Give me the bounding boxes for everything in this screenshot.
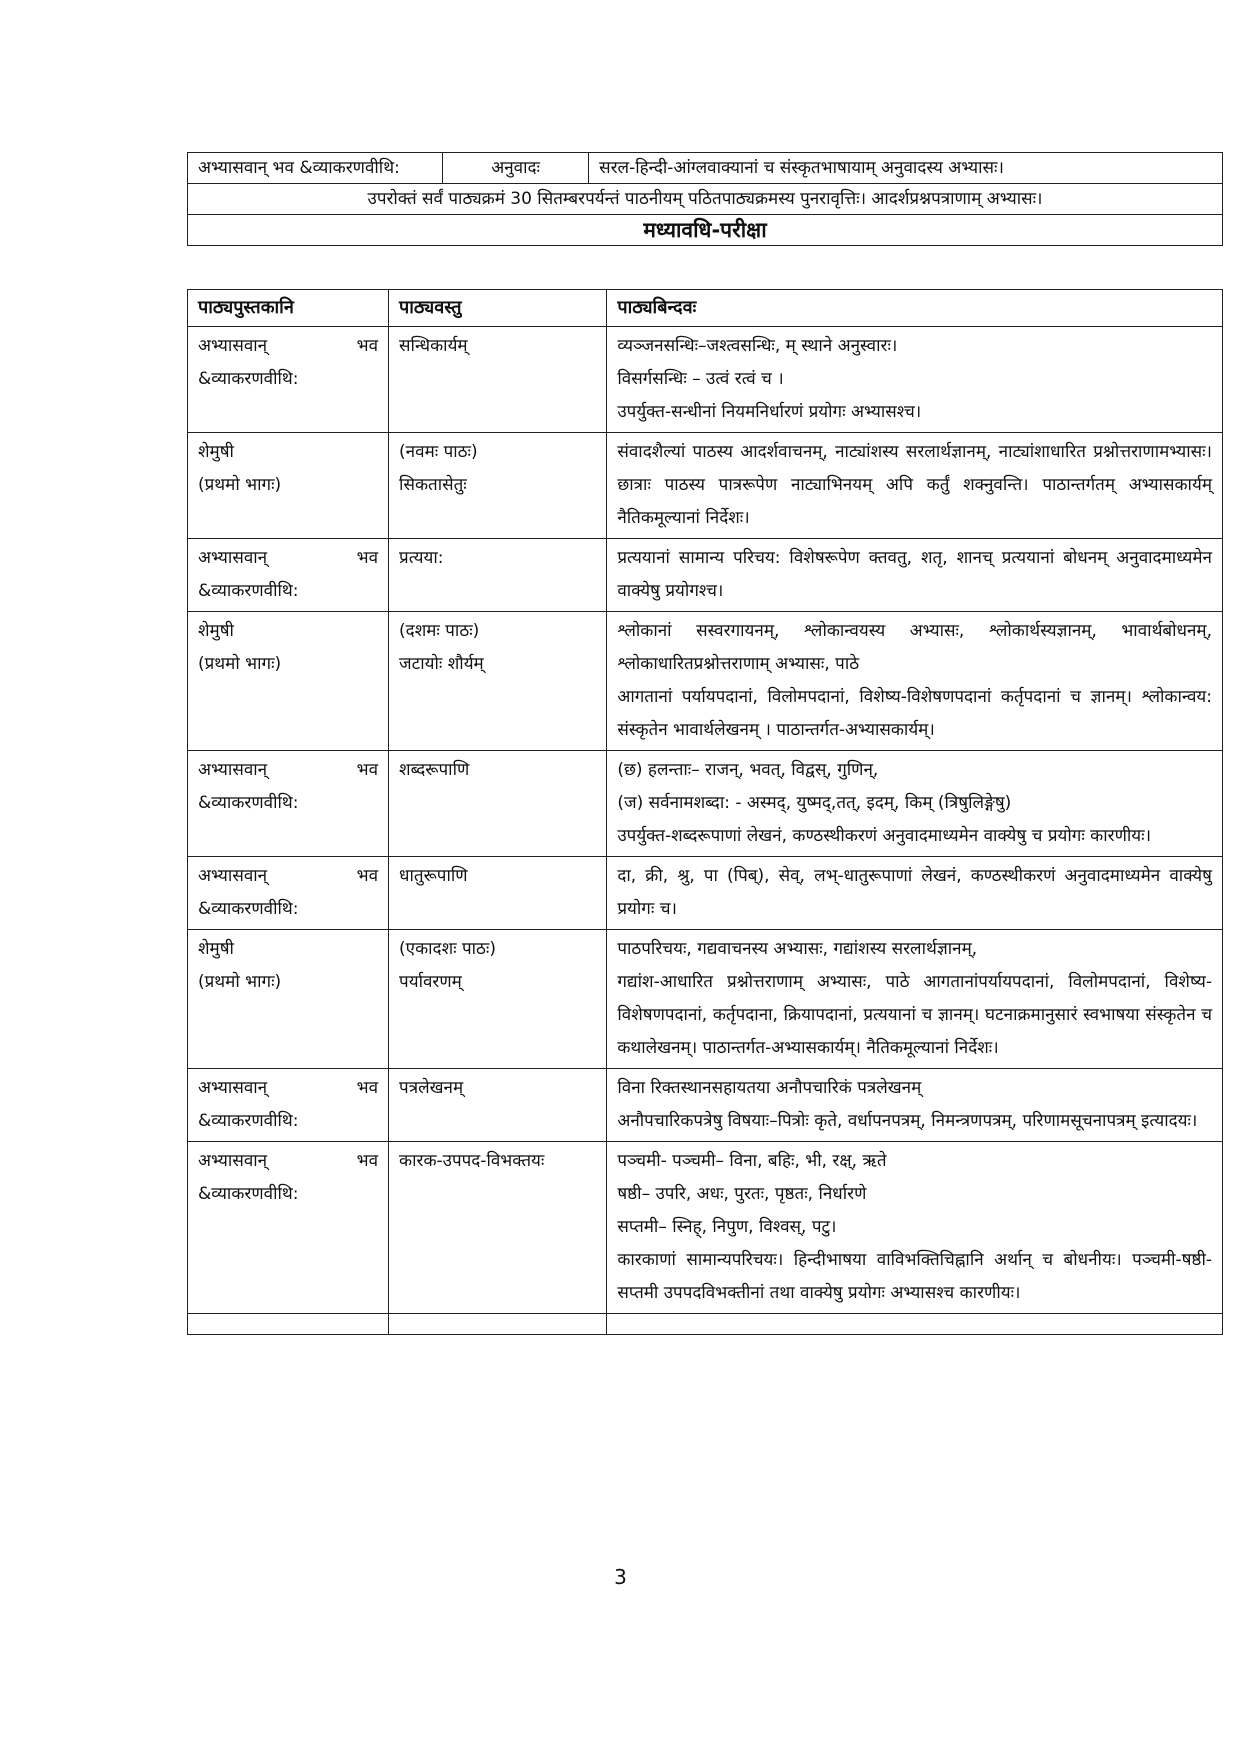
book-title-line <box>198 1072 378 1105</box>
book-cell <box>188 751 389 857</box>
table-row <box>188 751 1223 857</box>
point-line: पाठपरिचयः, गद्यवाचनस्य अभ्यासः, गद्यांशस्य सरलार्थज्ञानम्, <box>617 939 978 959</box>
topic-cell <box>389 857 607 930</box>
syllabus-table <box>187 289 1223 1335</box>
points-cell <box>607 1142 1223 1314</box>
point-line: प्रत्ययानां सामान्य परिचय: विशेषरूपेण क्तवतु, शतृ, शानच् प्रत्ययानां बोधनम् अनुवादमाध्यमेन वाक्येषु प्रयोगश्च। <box>617 548 1212 601</box>
book-title-line <box>198 615 378 648</box>
empty-cell <box>188 1314 389 1335</box>
book-subtitle: (प्रथमो भागः) <box>198 475 282 495</box>
point-line: उपर्युक्त-शब्दरूपाणां लेखनं, कण्ठस्थीकरणं अनुवादमाध्यमेन वाक्येषु च प्रयोगः कारणीयः। <box>617 826 1152 846</box>
book-title-line <box>198 330 378 363</box>
book-title-suffix: भव <box>356 866 379 886</box>
point-line: पञ्चमी- पञ्चमी– विना, बहिः, भी, रक्ष्, ऋते <box>617 1151 887 1171</box>
topic-cell <box>389 1069 607 1142</box>
topic-line: धातुरूपाणि <box>399 866 468 886</box>
schedule-top-table <box>187 152 1223 246</box>
table-row <box>188 612 1223 751</box>
book-cell <box>188 433 389 539</box>
book-cell <box>188 1069 389 1142</box>
point-line: अनौपचारिकपत्रेषु विषयाः–पित्रोः कृते, वर्धापनपत्रम्, निमन्त्रणपत्रम्, परिणामसूचनापत्रम् इत्यादयः। <box>617 1111 1198 1131</box>
point-line: आगतानां पर्यायपदानां, विलोमपदानां, विशेष्य-विशेषणपदानां कर्तृपदानां च ज्ञानम्। श्लोकान्वय: संस्कृतेन भावार्थलेखनम् । पाठान्तर्गत-अभ्यासकार्यम्। <box>617 687 1212 740</box>
points-cell <box>607 1069 1223 1142</box>
book-subtitle: &व्याकरणवीथि: <box>198 581 299 601</box>
book-title: अभ्यासवान् <box>198 866 268 886</box>
table-row <box>188 857 1223 930</box>
table-row <box>188 1142 1223 1314</box>
book-title: अभ्यासवान् <box>198 336 268 356</box>
topic-line: सिकतासेतुः <box>399 475 467 495</box>
point-line: (ज) सर्वनामशब्दा: - अस्मद्, युष्मद्,तत्, इदम्, किम् (त्रिषुलिङ्गेषु) <box>617 793 1012 813</box>
topic-line: प्रत्यया: <box>399 548 444 568</box>
book-subtitle: (प्रथमो भागः) <box>198 972 282 992</box>
topic-cell <box>389 751 607 857</box>
topic-cell <box>389 327 607 433</box>
midterm-exam-heading: मध्यावधि-परीक्षा <box>188 215 1223 246</box>
table-row <box>188 327 1223 433</box>
topic-cell <box>389 539 607 612</box>
topic-cell <box>389 433 607 539</box>
points-cell <box>607 751 1223 857</box>
topic-line: पर्यावरणम् <box>399 972 462 992</box>
topic-line: कारक-उपपद-विभक्तयः <box>399 1151 545 1171</box>
book-cell: अभ्यासवान् भव &व्याकरणवीथि: <box>188 153 443 184</box>
book-title: शेमुषी <box>198 939 234 959</box>
point-line: व्यञ्जनसन्धिः–जश्त्वसन्धिः, म् स्थाने अनुस्वारः। <box>617 336 898 356</box>
book-title-line <box>198 933 378 966</box>
topic-line: सन्धिकार्यम् <box>399 336 468 356</box>
point-line: विना रिक्तस्थानसहायतया अनौपचारिकं पत्रलेखनम् <box>617 1078 922 1098</box>
topic-line: शब्दरूपाणि <box>399 760 470 780</box>
book-cell <box>188 539 389 612</box>
point-line: विसर्गसन्धिः – उत्वं रत्वं च । <box>617 369 784 389</box>
point-line: दा, क्री, श्रु, पा (पिब्), सेव्, लभ्-धातुरूपाणां लेखनं, कण्ठस्थीकरणं अनुवादमाध्यमेन वाक्येषु प्रयोगः च। <box>617 866 1212 919</box>
book-title-line <box>198 1145 378 1178</box>
book-subtitle: &व्याकरणवीथि: <box>198 899 299 919</box>
point-line: उपर्युक्त-सन्धीनां नियमनिर्धारणं प्रयोगः अभ्यासश्च। <box>617 402 922 422</box>
book-subtitle: (प्रथमो भागः) <box>198 654 282 674</box>
table-row <box>188 539 1223 612</box>
table-header-row <box>188 290 1223 327</box>
book-title-line <box>198 754 378 787</box>
book-title-suffix: भव <box>356 760 379 780</box>
points-cell <box>607 433 1223 539</box>
point-line: कारकाणां सामान्यपरिचयः। हिन्दीभाषया वाविभक्तिचिह्नानि अर्थान् च बोधनीयः। पञ्चमी-षष्ठी-सप्तमी उपपदविभक्तीनां तथा वाक्येषु प्रयोगः अभ्यासश्च कारणीयः। <box>617 1250 1212 1303</box>
book-cell <box>188 327 389 433</box>
topic-line: (नवमः पाठः) <box>399 442 478 462</box>
point-line: (छ) हलन्ताः– राजन्, भवत्, विद्वस्, गुणिन्, <box>617 760 879 780</box>
book-title-line <box>198 542 378 575</box>
topic-line: जटायोः शौर्यम् <box>399 654 484 674</box>
points-cell <box>607 930 1223 1069</box>
point-line: षष्ठी– उपरि, अधः, पुरतः, पृष्ठतः, निर्धारणे <box>617 1184 867 1204</box>
points-cell <box>607 857 1223 930</box>
topic-line: (दशमः पाठः) <box>399 621 480 641</box>
column-header-books: पाठ्यपुस्तकानि <box>188 290 389 327</box>
table-row <box>188 1069 1223 1142</box>
point-line: गद्यांश-आधारित प्रश्नोत्तराणाम् अभ्यासः, पाठे आगतानांपर्यायपदानां, विलोमपदानां, विशेष्य-विशेषणपदानां, कर्तृपदाना, क्रियापदानां, प्रत्ययानां च ज्ञानम्। घटनाक्रमानुसारं स्वभाषया संस्कृतेन च कथालेखनम्। पाठान्तर्गत-अभ्यासकार्यम्। नैतिकमूल्यानां निर्देशः। <box>617 972 1212 1058</box>
book-title-line <box>198 860 378 893</box>
book-title-line <box>198 436 378 469</box>
topic-cell <box>389 930 607 1069</box>
point-line: श्लोकानां सस्वरगायनम्, श्लोकान्वयस्य अभ्यासः, श्लोकार्थस्यज्ञानम्, भावार्थबोधनम्, श्लोकाधारितप्रश्नोत्तराणाम् अभ्यासः, पाठे <box>617 621 1212 674</box>
topic-line: (एकादशः पाठः) <box>399 939 496 959</box>
book-subtitle: &व्याकरणवीथि: <box>198 793 299 813</box>
book-subtitle: &व्याकरणवीथि: <box>198 369 299 389</box>
book-title: अभ्यासवान् <box>198 1078 268 1098</box>
book-title-suffix: भव <box>356 548 379 568</box>
empty-cell <box>607 1314 1223 1335</box>
topic-line: पत्रलेखनम् <box>399 1078 464 1098</box>
revision-note: उपरोक्तं सर्वं पाठ्यक्रमं 30 सितम्बरपर्यन्तं पाठनीयम् पठितपाठ्यक्रमस्य पुनरावृत्तिः। आदर्शप्रश्नपत्राणाम् अभ्यासः। <box>188 184 1223 215</box>
point-line: सप्तमी– स्निह्, निपुण, विश्वस्, पटु। <box>617 1217 837 1237</box>
book-cell <box>188 612 389 751</box>
book-title-suffix: भव <box>356 1151 379 1171</box>
book-cell <box>188 930 389 1069</box>
points-cell <box>607 327 1223 433</box>
table-row <box>188 433 1223 539</box>
book-title-suffix: भव <box>356 336 379 356</box>
table-row <box>188 153 1223 184</box>
column-header-points: पाठ्यबिन्दवः <box>607 290 1223 327</box>
book-cell <box>188 857 389 930</box>
table-row <box>188 184 1223 215</box>
book-subtitle: &व्याकरणवीथि: <box>198 1184 299 1204</box>
column-header-content: पाठ्यवस्तु <box>389 290 607 327</box>
point-line: संवादशैल्यां पाठस्य आदर्शवाचनम्, नाट्यांशस्य सरलार्थज्ञानम्, नाट्यांशाधारित प्रश्नोत्तराणामभ्यासः। छात्राः पाठस्य पात्ररूपेण नाट्याभिनयम् अपि कर्तुं शक्नुवन्ति। पाठान्तर्गतम् अभ्यासकार्यम् नैतिकमूल्यानां निर्देशः। <box>617 442 1212 528</box>
table-row-empty <box>188 1314 1223 1335</box>
topic-cell: अनुवादः <box>443 153 589 184</box>
topic-cell <box>389 612 607 751</box>
page-number: 3 <box>614 1565 627 1589</box>
points-cell <box>607 612 1223 751</box>
book-title: अभ्यासवान् <box>198 1151 268 1171</box>
book-title: अभ्यासवान् <box>198 760 268 780</box>
empty-cell <box>389 1314 607 1335</box>
book-title: शेमुषी <box>198 621 234 641</box>
book-title-suffix: भव <box>356 1078 379 1098</box>
book-subtitle: &व्याकरणवीथि: <box>198 1111 299 1131</box>
book-title: शेमुषी <box>198 442 234 462</box>
table-row <box>188 930 1223 1069</box>
points-cell <box>607 539 1223 612</box>
table-row <box>188 215 1223 246</box>
topic-cell <box>389 1142 607 1314</box>
book-cell <box>188 1142 389 1314</box>
book-title: अभ्यासवान् <box>198 548 268 568</box>
points-cell: सरल-हिन्दी-आंग्लवाक्यानां च संस्कृतभाषायाम् अनुवादस्य अभ्यासः। <box>589 153 1223 184</box>
